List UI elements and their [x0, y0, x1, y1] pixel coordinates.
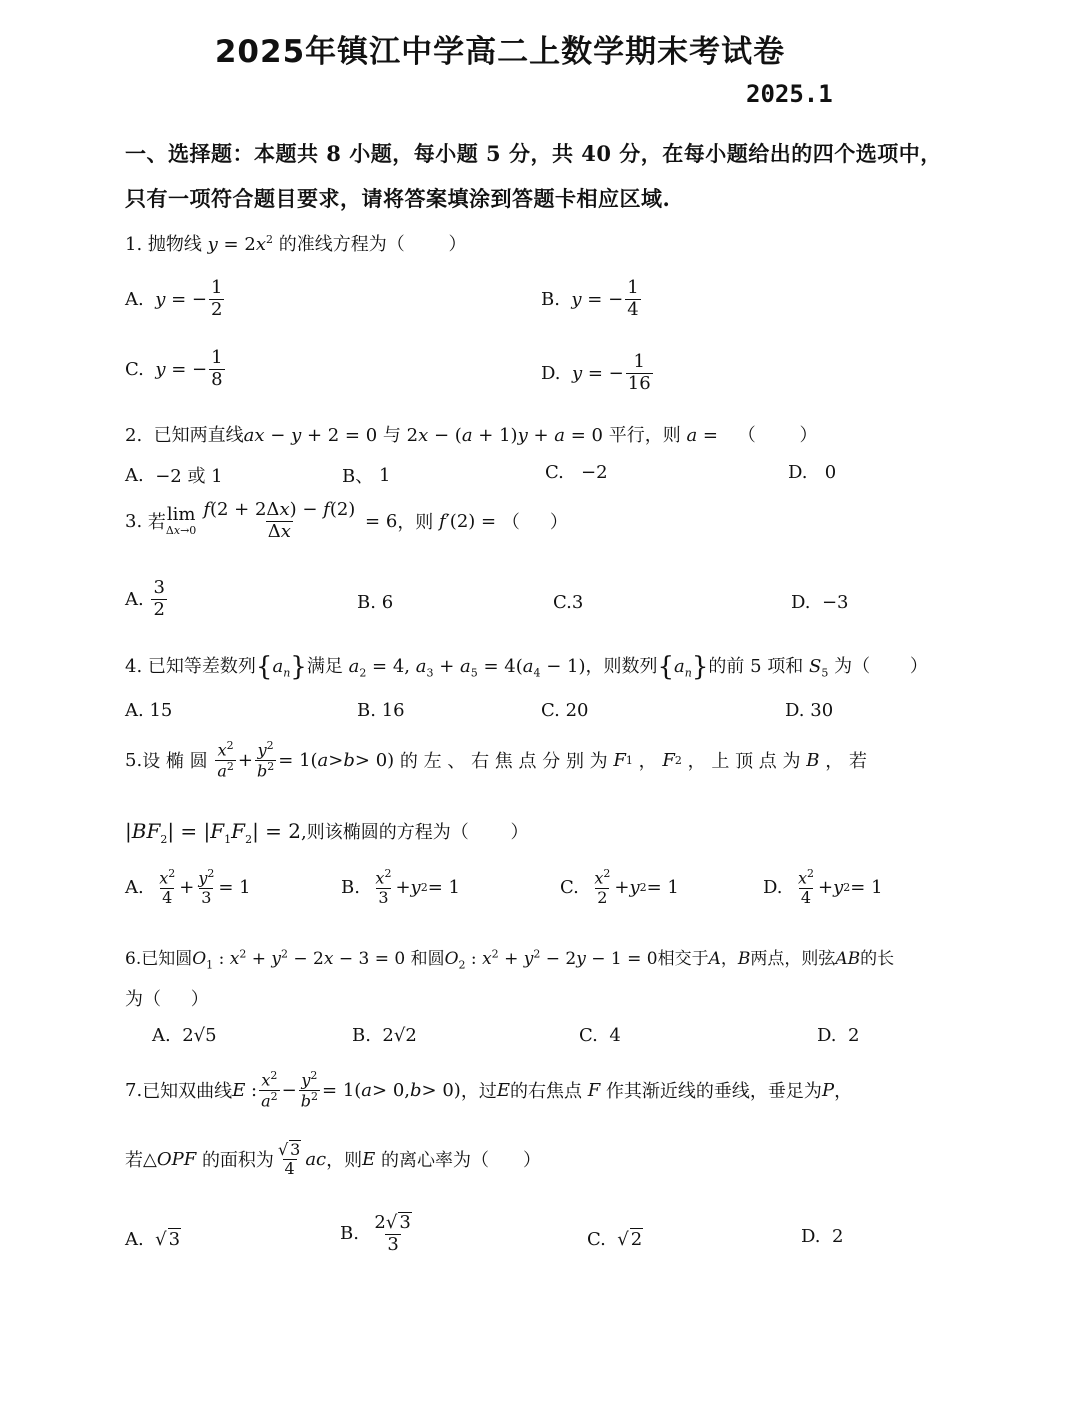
question-7-line2: 若 △ OPF 的面积为 $\frac{√ 3}{4}$ ac ，则 E 的离心率为（ ）: [125, 1140, 542, 1179]
question-6-line2: 为（ ）: [125, 989, 209, 1010]
q3-option-b[interactable]: B. 6: [357, 592, 394, 613]
question-7: 7. 已知双曲线 E : $\frac{x^2}{a^2}$ − $\frac{y^2}{b^2}$ = 1( a > 0, b > 0) ，过 E 的右焦点 F 作其渐近线的垂线，垂足为 P ，: [125, 1069, 853, 1111]
section-heading-line2: 只有一项符合题目要求，请将答案填涂到答题卡相应区域.: [125, 186, 671, 211]
q5-option-c[interactable]: C. $\frac{x^2}{2}$ + y 2 = 1: [560, 867, 679, 907]
q5-option-d[interactable]: D. $\frac{x^2}{4}$ + y 2 = 1: [763, 867, 883, 907]
question-1: 1. 抛物线 $y = 2x^2$ 的准线方程为（ ）: [125, 233, 467, 255]
q4-option-d[interactable]: D. 30: [785, 700, 834, 721]
exam-title: 2025年镇江中学高二上数学期末考试卷: [214, 34, 786, 70]
q4-option-a[interactable]: A. 15: [125, 700, 173, 721]
question-3: 3. 若 lim Δx→0 $\frac{f(2 + 2\Delta x) - f(2)}{\Delta x}$ = 6 ，则 f ′(2) = （ ）: [125, 499, 568, 542]
question-2: 2. 已知两直线ax − y + 2 = 0 与 2x − (a + 1)y + a = 0 平行，则 a = （ ）: [125, 425, 818, 446]
q4-option-c[interactable]: C. 20: [541, 700, 589, 721]
question-5: 5. 设 椭 圆 $\frac{x^2}{a^2}$ + $\frac{y^2}{b^2}$ = 1( a > b > 0) 的 左 、 右 焦 点 分 别 为 F 1 ， F 2 ， 上 顶 点 为 B ， 若: [125, 739, 867, 781]
q3-option-a[interactable]: A. $\frac{3}{2}$: [125, 577, 165, 620]
exam-date: 2025.1: [746, 80, 833, 108]
q2-option-d[interactable]: D. 0: [788, 462, 837, 483]
q1-option-c[interactable]: C. y = − $\frac{1}{8}$: [125, 347, 223, 390]
q3-option-d[interactable]: D. −3: [791, 592, 849, 613]
q4-option-b[interactable]: B. 16: [357, 700, 405, 721]
q6-option-d[interactable]: D. 2: [817, 1025, 860, 1046]
q5-option-a[interactable]: A. $\frac{x^2}{4}$ + $\frac{y^2}{3}$ = 1: [125, 867, 251, 907]
q7-option-b[interactable]: B. $\frac{2√ 3}{3}$: [340, 1212, 411, 1255]
q1-option-b[interactable]: B. y = − $\frac{1}{4}$: [541, 277, 639, 320]
q6-option-a[interactable]: A. 2√5: [152, 1025, 217, 1046]
q5-option-b[interactable]: B. $\frac{x^2}{3}$ + y 2 = 1: [341, 867, 460, 907]
q2-option-a[interactable]: A. −2 或 1: [125, 464, 223, 487]
question-6: 6.已知圆$O_1$ : $x^2 + y^2 - 2x - 3 = 0$ 和圆$O_2$ : $x^2 + y^2 - 2y - 1 = 0$相交于A，B两点，则弦AB的长: [125, 947, 895, 972]
question-5-line2: $|BF_2| = |F_1F_2| = 2$,则该椭圆的方程为（ ）: [125, 819, 529, 846]
q1-option-a[interactable]: A. y = − $\frac{1}{2}$: [125, 277, 223, 320]
q6-option-c[interactable]: C. 4: [579, 1025, 621, 1046]
q7-option-d[interactable]: D. 2: [801, 1226, 844, 1247]
q3-option-c[interactable]: C. 3: [553, 592, 584, 613]
question-4: 4. 已知等差数列$\{a_n\}$满足 $a_2 = 4$, $a_3 + a_5 = 4(a_4 - 1)$，则数列$\{a_n\}$的前 5 项和 $S_5$ 为（ ）: [125, 652, 928, 682]
q7-option-a[interactable]: A. √ 3: [125, 1228, 181, 1250]
q6-option-b[interactable]: B. 2√2: [352, 1025, 417, 1046]
q1-option-d[interactable]: D. y = − $\frac{1}{16}$: [541, 351, 651, 394]
section-heading-line1: 一、选择题：本题共 8 小题，每小题 5 分，共 40 分，在每小题给出的四个选项中，: [125, 141, 942, 166]
q2-option-c[interactable]: C. −2: [545, 462, 608, 483]
q2-option-b[interactable]: B、 1: [342, 464, 391, 487]
q7-option-c[interactable]: C. √ 2: [587, 1228, 643, 1250]
